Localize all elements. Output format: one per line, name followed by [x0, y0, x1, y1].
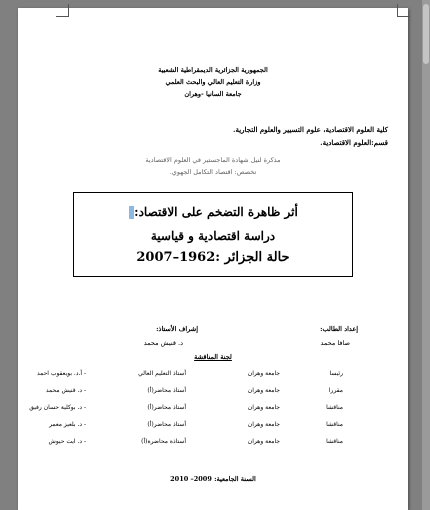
committee-row: - د. قنيش محمد أستاذ محاضر(أ) جامعة وهران مقررا	[45, 387, 343, 394]
supervisor-label: إشراف الأستاذ:	[156, 325, 198, 333]
committee-row: - أ.د. بويعقوب احمد أستاذ التعليم العالي جامعة وهران رئيسا	[36, 370, 343, 377]
title-box	[73, 192, 353, 277]
department-name: قسم:العلوم الاقتصادية.	[320, 138, 388, 147]
republic-name: الجمهورية الجزائرية الديمقراطية الشعبية	[158, 66, 268, 74]
title-line-1: أثر ظاهرة التضخم على الاقتصاد:	[74, 205, 352, 219]
committee-title: لجنة المناقشة	[194, 353, 232, 361]
student-name: صافا محمد	[320, 339, 350, 347]
university-name: جامعة السانيا -وهران	[184, 90, 242, 98]
title-line-3: حالة الجزائر :1962–2007	[136, 250, 290, 265]
committee-row: - د. بوكلية حسان رفيق أستاذ محاضر(أ) جامعة وهران مناقشا	[29, 404, 343, 411]
faculty-name: كلية العلوم الاقتصادية، علوم التسيير والعلوم التجارية.	[233, 125, 388, 134]
academic-year: السنة الجامعية: 2009– 2010	[170, 475, 256, 483]
prepared-by-label: إعداد الطالب:	[320, 325, 358, 333]
page-corner-mark	[397, 4, 410, 17]
ministry-name: وزارة التعليم العالي والبحث العلمي	[165, 78, 261, 86]
page-corner-mark	[56, 4, 69, 17]
document-page	[18, 8, 408, 510]
committee-row: - د. ايت حيوش أستاذة محاضرة(أ) جامعة وهران مناقشا	[48, 438, 343, 445]
supervisor-name: د. قنيش محمد	[143, 339, 183, 347]
vertical-scrollbar[interactable]	[422, 0, 430, 510]
text-cursor	[129, 206, 134, 219]
thesis-note: مذكرة لنيل شهادة الماجستير في العلوم الاقتصادية	[145, 156, 281, 164]
title-line-2: دراسة اقتصادية و قياسية	[150, 229, 276, 243]
specialty: تخصص: اقتصاد التكامل الجهوي.	[169, 168, 257, 176]
scrollbar-thumb[interactable]	[423, 4, 429, 64]
committee-row: - د. بلعيز معمر أستاذ محاضر(أ) جامعة وهران مناقشا	[49, 421, 343, 428]
